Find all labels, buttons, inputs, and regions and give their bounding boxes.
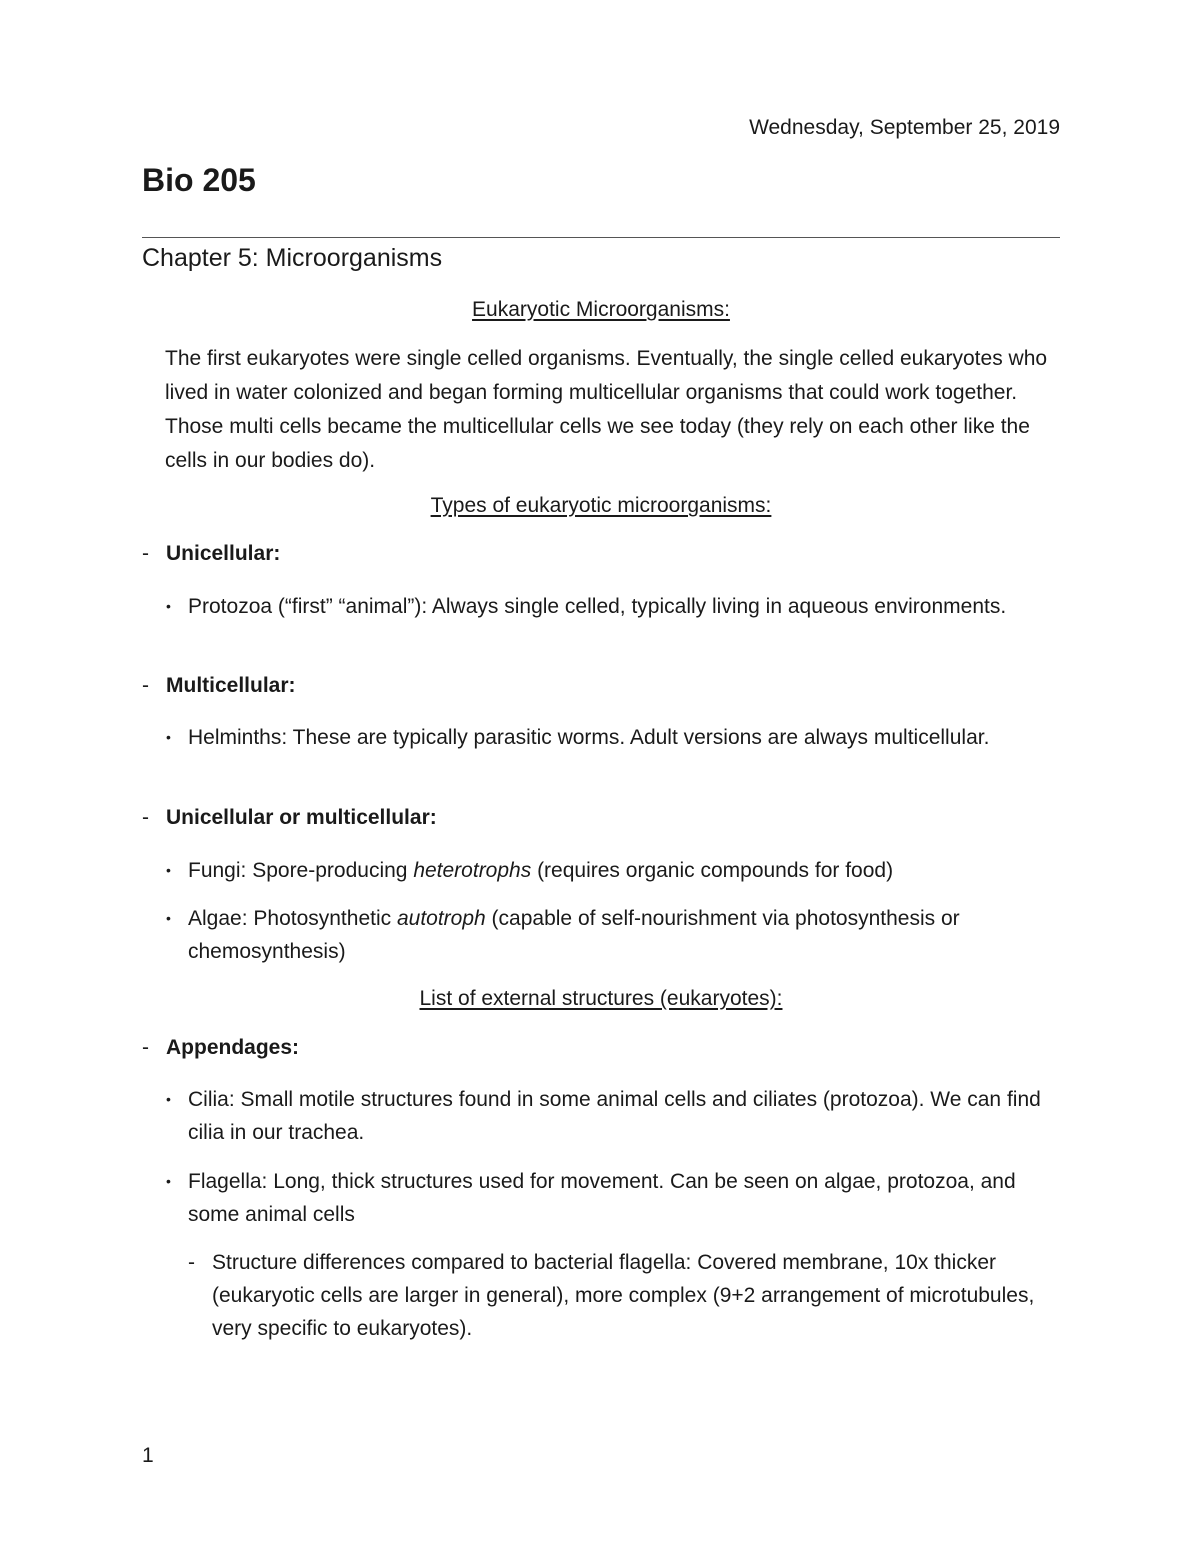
category-appendages: [142, 1036, 299, 1060]
list-item-cilia: [166, 1083, 1046, 1149]
section-heading-eukaryotic-microorganisms: Eukaryotic Microorganisms:: [472, 298, 730, 321]
date-label: Wednesday, September 25, 2019: [749, 116, 1060, 139]
list-item-text: Flagella: Long, thick structures used for movement. Can be seen on algae, protozoa, and some animal cells: [188, 1170, 1016, 1226]
section-heading-types: Types of eukaryotic microorganisms:: [430, 494, 772, 517]
category-label: Multicellular:: [166, 674, 296, 697]
category-unicellular: [142, 542, 280, 566]
category-label: Unicellular or multicellular:: [166, 806, 437, 829]
list-item-text: Fungi: Spore-producing heterotrophs (requires organic compounds for food): [188, 859, 894, 882]
category-label: Unicellular:: [166, 542, 281, 565]
category-unicellular-or-multicellular: [142, 806, 437, 830]
bullet-marker: •: [166, 598, 171, 614]
bullet-marker: •: [166, 1173, 171, 1189]
dash-marker: -: [142, 674, 149, 697]
horizontal-divider: [142, 237, 1060, 238]
bullet-marker: •: [166, 1091, 171, 1107]
list-item-helminths: [166, 721, 1046, 754]
emphasis-heterotrophs: heterotrophs: [413, 859, 532, 882]
list-item-text: Protozoa (“first” “animal”): Always single celled, typically living in aqueous environments.: [188, 595, 1007, 618]
bullet-marker: •: [166, 862, 171, 878]
list-item-text: Cilia: Small motile structures found in some animal cells and ciliates (protozoa). We can find cilia in our trachea.: [188, 1088, 1041, 1144]
dash-marker: -: [142, 1036, 149, 1059]
category-label: Appendages:: [166, 1036, 300, 1059]
emphasis-autotroph: autotroph: [396, 907, 486, 930]
dash-marker: -: [142, 806, 149, 829]
bullet-marker: •: [166, 729, 171, 745]
list-item-algae: [166, 902, 1046, 968]
dash-marker: -: [188, 1251, 195, 1274]
page-title: Bio 205: [142, 162, 256, 198]
page-number: 1: [142, 1444, 154, 1467]
category-multicellular: [142, 674, 296, 698]
list-item-text: Helminths: These are typically parasitic worms. Adult versions are always multicellular.: [188, 726, 990, 749]
list-item-fungi: [166, 854, 1046, 887]
list-item-text: Algae: Photosynthetic autotroph (capable of self-nourishment via photosynthesis or chemosynthesis): [188, 907, 960, 963]
sub-item-text: Structure differences compared to bacterial flagella: Covered membrane, 10x thicker (eukaryotic cells are larger in general), more complex (9+2 arrangement of microtubules, very specific to eukaryotes).: [212, 1251, 1035, 1340]
sub-item-flagella-differences: [188, 1246, 1048, 1345]
list-item-protozoa: [166, 590, 1046, 623]
bullet-marker: •: [166, 910, 171, 926]
list-item-flagella: [166, 1165, 1046, 1231]
chapter-heading: Chapter 5: Microorganisms: [142, 244, 443, 272]
intro-paragraph: The first eukaryotes were single celled organisms. Eventually, the single celled eukaryotes who lived in water colonized and began forming multicellular organisms that could work together. Those multi cells became the multicellular cells we see today (they rely on each other like the cells in our bodies do).: [165, 347, 1048, 472]
section-heading-external-structures: List of external structures (eukaryotes):: [419, 987, 783, 1010]
dash-marker: -: [142, 542, 149, 565]
